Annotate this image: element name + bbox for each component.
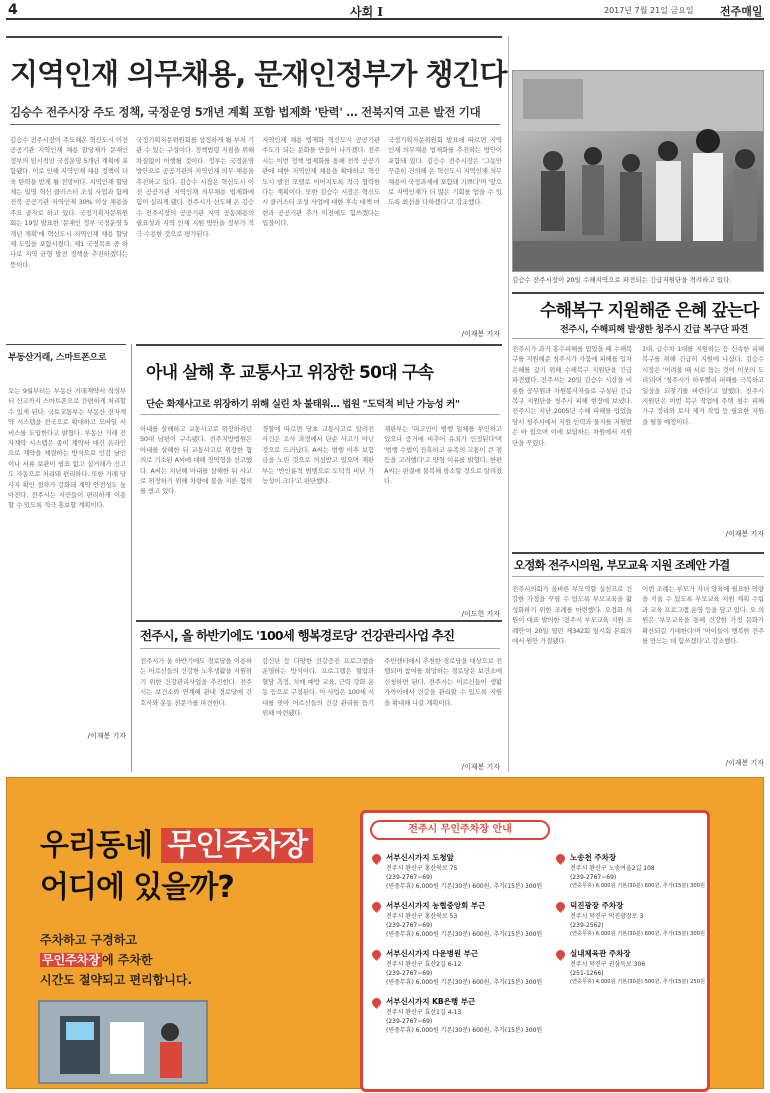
accident-col-2: 경찰에 따르면 당초 교통사고로 알려진 사건은 조사 과정에서 단순 사고가 아닌 것으로 드러났다. A씨는 범행 이후 보험금을 노린 것으로 의심받고 있으며 재판부는 '반인륜적 범행으로 도덕적 비난 가능성이 크다'고 판단했다. xyxy=(262,425,374,486)
news-photo xyxy=(512,70,764,272)
lead-col-1: 김승수 전주시장이 주도해온 혁신도시 이전 공공기관 지역인재 채용 할당제가 문재인 정부의 임시적인 국정운영 5개년 계획에 포함됐다. 이로 인해 지역인재 채용 정책이 더욱 탄력을 받게 될 전망이다. 지역인재 할당제는 일명 혁신 클러스터 조성 사업과 함께 전북 공공기관 지역인재 30% 이상 채용을 주요 골자로 하고 있다. 국정기획자문위원회는 19일 발표한 '문재인 정부 국정운영 5개년 계획'에 혁신도시 지역인재 채용 할당제 도입을 포함시켰다. 제1 국정목표 중 하나로 지역 균형 발전 정책을 추진하겠다는 뜻이다. xyxy=(10,136,128,269)
parking-kiosk-illustration xyxy=(38,1000,208,1084)
lot-phone: (239-2767~69) xyxy=(570,874,617,881)
accident-col-1: 아내를 살해하고 교통사고로 위장하려던 50대 남편이 구속됐다. 전주지방법원은 아내를 살해한 뒤 교통사고로 위장한 혐의로 기소된 A씨에 대해 징역형을 선고했다. A씨는 지난해 아내를 살해한 뒤 사고로 위장하기 위해 차량에 불을 지른 혐의를 받고 있다. xyxy=(140,425,252,496)
column-divider xyxy=(508,36,509,772)
ad-title-line-2: 어디에 있을까? xyxy=(40,870,234,905)
council-divider xyxy=(512,576,764,577)
lead-col-3: 지역인재 채용 법제화 혁신도시 공공기관 주도가 되는 문화를 만들어 나가겠다. 전주시는 이번 정책 법제화를 통해 전북 공공기관에 대한 지역인재 채용을 확대하고 혁신도시 발전 모델로 이어지도록 적극 협력한다는 계획이다. 또한 김승수 시장은 혁신도시 클러스터 조성 사업에 대한 후속 대책 마련과 공공기관 추가 이전에도 힘쓰겠다는 입장이다. xyxy=(262,136,380,228)
health-byline: /이재봉 기자 xyxy=(461,763,500,771)
lot-address: 전주시 완산구 노송여울2길 108 xyxy=(570,865,655,872)
council-col-2: 이번 조례는 부모가 자녀 양육에 필요한 역량을 키울 수 있도록 부모교육 지원 계획 수립과 교육 프로그램 운영 등을 담고 있다. 오 의원은 '부모교육을 통해 건강한 가정 문화가 확산되길 기대한다'며 '아이들이 행복한 전주를 만드는 데 힘쓰겠다'고 강조했다. xyxy=(642,585,764,646)
lead-headline: 지역인재 의무채용, 문재인정부가 챙긴다 xyxy=(10,57,507,91)
accident-subhead: 단순 화재사고로 위장하기 위해 실린 차 불태워… 법원 "도덕적 비난 가능성 커" xyxy=(146,399,460,410)
parking-panel-title: 전주시 무인주차장 안내 xyxy=(370,820,550,840)
lot-fee: (연중무휴) 4,000원 기본(30분) 500원, 추가(15분) 250원 xyxy=(570,979,706,985)
flood-col-2: 1대, 급수차 1대를 지원하는 등 신속한 피해 복구를 위해 긴급히 지원에 나섰다. 김승수 시장은 '어려울 때 서로 돕는 것이 이웃의 도리'라며 '청주시가 하루빨리 피해를 극복하고 일상을 되찾기를 바란다'고 말했다. 전주시 지원단은 이번 복구 작업에 주택 침수 피해 가구 정리와 토사 제거 작업 등 필요한 지원을 펼칠 예정이다. xyxy=(642,345,764,426)
health-top-rule xyxy=(136,620,502,622)
accident-headline: 아내 살해 후 교통사고 위장한 50대 구속 xyxy=(146,363,434,383)
flood-col-1: 전주시가 과거 홍수피해를 입었을 때 수해복구를 지원해준 청주시가 가뭄에 피해를 입자 은혜를 갚기 위해 수해복구 지원단을 긴급 파견했다. 전주시는 20일 김승수 시장을 비롯한 공무원과 자원봉사자들로 구성된 긴급복구 지원단을 청주시 피해 현장에 보냈다. 전주시는 지난 2005년 수해 피해를 입었을 당시 청주시에서 지원 인력과 물자를 지원받은 바 있으며 이에 보답하는 차원에서 지원단을 꾸렸다. xyxy=(512,345,632,447)
lot-name: 덕진광장 주차장 xyxy=(570,901,624,910)
accident-top-rule xyxy=(136,344,502,346)
lot-name: 서부신시가지 다운병원 부근 xyxy=(386,949,479,958)
lot-address: 전주시 덕진구 덕진광장로 3 xyxy=(570,913,644,920)
lot-name: 서부신시가지 농협중앙회 부근 xyxy=(386,901,486,910)
realestate-body: 오는 9월부터는 부동산 거래계약서 작성부터 신고까지 스마트폰으로 간편하게 처리할 수 있게 된다. 국토교통부는 부동산 전자계약 시스템을 전국으로 확대하고 모바일 서비스를 도입한다고 밝혔다. 부동산 거래 전자계약 시스템은 종이 계약서 대신 온라인으로 계약을 체결하는 방식으로 인감 날인이나 서류 보관이 필요 없고 실거래가 신고도 자동으로 처리돼 편리하다. 또한 거래 당사자 확인 절차가 강화돼 계약 안전성도 높아진다. 전주시는 시민들이 편리하게 이용할 수 있도록 적극 홍보할 계획이다. xyxy=(8,387,126,510)
lot-phone: (239-2562) xyxy=(570,922,604,929)
health-headline: 전주시, 올 하반기에도 '100세 행복경로당' 건강관리사업 추진 xyxy=(140,628,455,643)
lead-byline: /이재봉 기자 xyxy=(461,330,500,338)
lot-address: 전주시 완산구 효산2길 6-12 xyxy=(386,961,462,968)
page-header xyxy=(6,0,764,20)
crowd-photo-illustration xyxy=(513,71,764,272)
lot-fee: (연중무휴) 6,000원 기본(30분) 600원, 추가(15분) 300원 xyxy=(386,883,543,890)
lot-phone: (239-2767~69) xyxy=(386,970,433,977)
photo-caption: 김승수 전주시장이 20일 수해지역으로 파견되는 긴급지원단을 격려하고 있다. xyxy=(512,276,732,284)
realestate-divider xyxy=(131,344,132,772)
accident-divider xyxy=(140,414,500,415)
realestate-byline: /이재봉 기자 xyxy=(87,732,126,740)
flood-top-rule xyxy=(512,292,764,294)
ad-title-line-1 xyxy=(40,820,313,864)
accident-byline: /이도헌 기자 xyxy=(461,610,500,618)
issue-date: 2017년 7월 21일 금요일 xyxy=(604,6,694,15)
council-headline: 오정화 전주시의원, 부모교육 지원 조례안 가결 xyxy=(514,558,730,572)
newspaper-brand: 전주매일 xyxy=(720,5,763,18)
health-col-2: 감신단 등 다양한 건강증진 프로그램을 운영하는 방식이다. 프로그램은 혈압과 혈당 측정, 치매 예방 교육, 근력 강화 운동 등으로 구성된다. 이 사업은 100세 시대를 맞아 어르신들의 건강 관리를 돕기 위해 마련됐다. xyxy=(262,657,374,718)
page-number: 4 xyxy=(8,2,18,18)
ad-body-highlight: 무인주차장 xyxy=(42,953,100,967)
realestate-top-rule xyxy=(6,344,126,345)
lot-address: 전주시 완산구 홍산북로 53 xyxy=(386,913,458,920)
lot-address: 전주시 완산구 효산1길 4-13 xyxy=(386,1009,462,1016)
lead-col-4: 국정기획자문위원회 발표에 따르면 지역인재 의무채용 법제화를 추진하는 방안이 포함돼 있다. 김승수 전주시장은 '그동안 꾸준히 건의해 온 혁신도시 지역인재 의무채용이 국정과제에 포함돼 기쁘다'며 '앞으로 지역인재가 더 많은 기회를 얻을 수 있도록 최선을 다하겠다'고 강조했다. xyxy=(388,136,502,207)
health-col-1: 전주시가 올 하반기에도 경로당을 이용하는 어르신들의 건강한 노후생활을 지원하기 위한 건강관리사업을 추진한다. 전주시는 보건소와 연계해 관내 경로당에 간호사와 운동 전문가를 파견한다. xyxy=(140,657,252,707)
flood-byline: /이재봉 기자 xyxy=(725,530,764,538)
section-name: 사회 I xyxy=(350,5,383,19)
lot-phone: (251-1266) xyxy=(570,970,604,977)
accident-col-3: 재판부는 '피고인이 범행 일체를 부인하고 있으나 증거에 비추어 유죄가 인정된다'며 '범행 수법이 잔혹하고 유족의 고통이 큰 점 등을 고려했다'고 양형 이유를 밝혔다. 한편 A씨는 판결에 불복해 항소할 것으로 알려졌다. xyxy=(384,425,502,486)
lot-name: 노송천 주차장 xyxy=(570,853,617,862)
lot-name: 서부신시가지 도청앞 xyxy=(386,853,454,862)
lot-phone: (239-2767~69) xyxy=(386,922,433,929)
lot-fee: (연중무휴) 6,000원 기본(30분) 600원, 추가(15분) 300원 xyxy=(570,931,706,937)
lead-subhead: 김승수 전주시장 주도 정책, 국정운영 5개년 계획 포함 법제화 '탄력' … 전북지역 고른 발전 기대 xyxy=(10,105,481,119)
kiosk-icon xyxy=(40,1002,206,1082)
lot-fee: (연중무휴) 6,000원 기본(30분) 600원, 추가(15분) 300원 xyxy=(386,931,543,938)
lot-name: 실내체육관 주차장 xyxy=(570,949,631,958)
lot-name: 서부신시가지 KB은행 부근 xyxy=(386,997,476,1006)
lot-fee: (연중무휴) 6,000원 기본(30분) 600원, 추가(15분) 300원 xyxy=(386,979,543,986)
ad-body-line-2 xyxy=(40,950,192,970)
ad-body xyxy=(40,930,192,990)
council-col-1: 전주시의회가 올바른 부모역할 실천으로 건강한 가정을 꾸릴 수 있도록 부모교육을 활성화하기 위한 조례를 마련했다. 오정화 의원이 대표 발의한 '전주시 부모교육 지원 조례안'이 20일 열린 제342회 임시회 본회의에서 원안 가결됐다. xyxy=(512,585,632,646)
ad-body-line-2-rest: 에 주차한 xyxy=(101,953,153,967)
lot-phone: (239-2767~69) xyxy=(386,1018,433,1025)
realestate-tag: 부동산거래, 스마트폰으로 xyxy=(8,353,107,363)
lot-address: 전주시 완산구 홍산북로 75 xyxy=(386,865,458,872)
lot-fee: (연중무휴) 6,000원 기본(30분) 600원, 추가(15분) 300원 xyxy=(386,1027,543,1034)
health-divider xyxy=(140,648,500,649)
lot-phone: (239-2767~69) xyxy=(386,874,433,881)
lead-col-2: 국정기획자문위원회를 상정하게 될 부처 기관 수 있는 구성이다. 정책법령 지침을 위해 차질없이 이행될 것이다. 정부는 국정운영 방안으로 공공기관의 지역인재 의무 채용을 추진하고 있다. 김승수 시장은 혁신도시 이전 공공기관 지역인재 의무채용 법제화에 힘이 실리게 됐다. 전주시가 선도해 온 김승수 전주시장의 공공기관 지역 공동채용의 필요성과 지역 인재 지원 방안을 정부가 적극 수용한 것으로 평가된다. xyxy=(136,136,254,238)
ad-body-line-1: 주차하고 구경하고 xyxy=(40,933,137,947)
flood-headline: 수해복구 지원해준 은혜 갚는다 xyxy=(540,301,759,321)
health-col-3: 주민센터에서 추천한 경로당을 대상으로 진행되며 참여를 희망하는 경로당은 보건소에 신청하면 된다. 전주시는 어르신들이 생활 가까이에서 건강을 관리할 수 있도록 지원을 확대해 나갈 계획이다. xyxy=(384,657,502,707)
lot-fee: (연중무휴) 6,000원 기본(30분) 600원, 추가(15분) 300원 xyxy=(570,883,706,889)
council-top-rule xyxy=(512,552,764,554)
lead-divider xyxy=(10,124,500,125)
lot-address: 전주시 덕진구 권삼득로 306 xyxy=(570,961,646,968)
flood-divider xyxy=(512,338,764,339)
flood-subhead: 전주시, 수해피해 발생한 청주시 긴급 복구단 파견 xyxy=(560,325,749,335)
ad-body-line-3: 시간도 절약되고 편리합니다. xyxy=(40,973,193,987)
council-byline: /이재봉 기자 xyxy=(725,759,764,767)
lead-top-rule xyxy=(6,36,502,38)
ad-title-part-a: 우리동네 xyxy=(40,828,152,863)
ad-title-highlight: 무인주차장 xyxy=(161,828,313,863)
